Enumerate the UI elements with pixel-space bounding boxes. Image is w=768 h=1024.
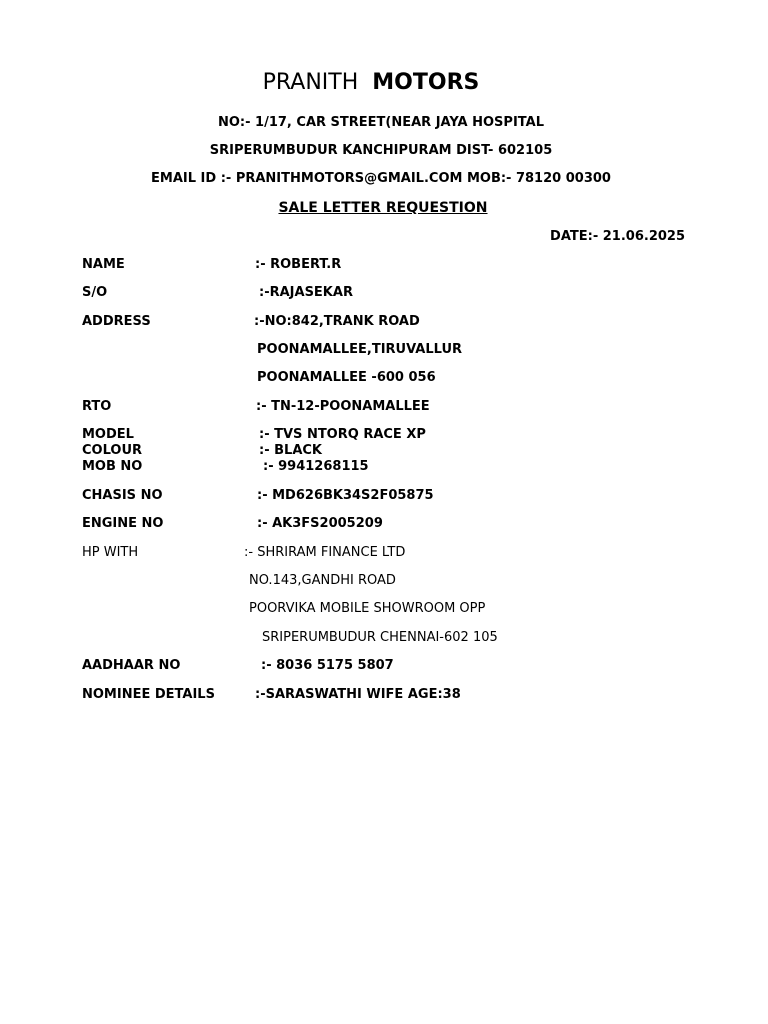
colour-label: COLOUR: [82, 443, 143, 458]
aadhaar-label: AADHAAR NO: [82, 658, 181, 673]
name-label: NAME: [82, 257, 125, 272]
chasis-label: CHASIS NO: [82, 488, 163, 503]
company-address-line2: SRIPERUMBUDUR KANCHIPURAM DIST- 602105: [209, 143, 553, 158]
company-address-line1: NO:- 1/17, CAR STREET(NEAR JAYA HOSPITAL: [218, 115, 544, 130]
model-value: :- TVS NTORQ RACE XP: [259, 427, 426, 442]
hp-label: HP WITH: [82, 545, 139, 560]
address-value-line1: :-NO:842,TRANK ROAD: [254, 314, 420, 329]
hp-value-line1: :- SHRIRAM FINANCE LTD: [244, 545, 406, 560]
company-title: [0, 72, 742, 94]
nominee-value: :-SARASWATHI WIFE AGE:38: [255, 687, 461, 702]
colour-value: :- BLACK: [259, 443, 322, 458]
engine-label: ENGINE NO: [82, 516, 164, 531]
rto-value: :- TN-12-POONAMALLEE: [256, 399, 430, 414]
hp-value-line2: NO.143,GANDHI ROAD: [249, 573, 396, 588]
letter-date: DATE:- 21.06.2025: [550, 229, 685, 244]
mob-label: MOB NO: [82, 459, 143, 474]
address-value-line2: POONAMALLEE,TIRUVALLUR: [257, 342, 463, 357]
hp-value-line3: POORVIKA MOBILE SHOWROOM OPP: [249, 601, 486, 616]
nominee-label: NOMINEE DETAILS: [82, 687, 215, 702]
letter-heading: SALE LETTER REQUESTION: [278, 200, 488, 216]
chasis-value: :- MD626BK34S2F05875: [257, 488, 434, 503]
mob-value: :- 9941268115: [263, 459, 369, 474]
rto-label: RTO: [82, 399, 112, 414]
so-label: S/O: [82, 285, 108, 300]
name-value: :- ROBERT.R: [255, 257, 342, 272]
address-label: ADDRESS: [82, 314, 151, 329]
aadhaar-value: :- 8036 5175 5807: [261, 658, 394, 673]
address-value-line3: POONAMALLEE -600 056: [257, 370, 436, 385]
company-name-part2: MOTORS: [372, 70, 480, 95]
engine-value: :- AK3FS2005209: [257, 516, 383, 531]
company-name-part1: PRANITH: [262, 70, 359, 95]
so-value: :-RAJASEKAR: [259, 285, 353, 300]
hp-value-line4: SRIPERUMBUDUR CHENNAI-602 105: [262, 630, 498, 645]
company-contact-line: EMAIL ID :- PRANITHMOTORS@GMAIL.COM MOB:- 78120 00300: [151, 171, 611, 186]
model-label: MODEL: [82, 427, 134, 442]
